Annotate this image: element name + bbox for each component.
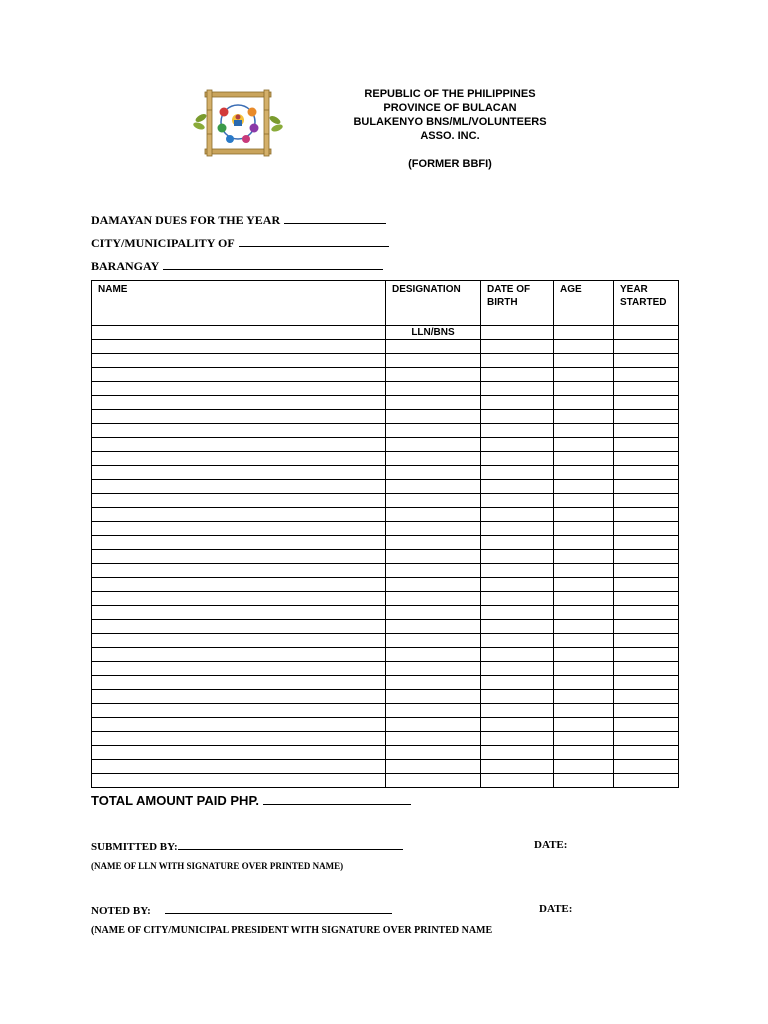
cell-designation[interactable] [386,620,481,634]
cell-year-started[interactable] [614,536,679,550]
cell-date-of-birth[interactable] [481,508,554,522]
cell-year-started[interactable] [614,424,679,438]
cell-date-of-birth[interactable] [481,620,554,634]
table-row [92,718,679,732]
cell-date-of-birth[interactable] [481,648,554,662]
total-amount-blank[interactable] [263,792,411,805]
submitted-by-blank[interactable] [178,839,403,850]
cell-designation[interactable] [386,718,481,732]
column-header-age: AGE [554,281,614,326]
cell-name[interactable] [92,606,386,620]
year-blank[interactable] [284,212,386,224]
cell-age[interactable] [554,494,614,508]
header-line-association: BULAKENYO BNS/ML/VOLUNTEERS [353,116,547,128]
cell-date-of-birth[interactable] [481,438,554,452]
cell-year-started[interactable] [614,326,679,340]
cell-age[interactable] [554,648,614,662]
cell-designation[interactable] [386,494,481,508]
cell-age[interactable] [554,732,614,746]
cell-date-of-birth[interactable] [481,550,554,564]
cell-age[interactable] [554,410,614,424]
cell-year-started[interactable] [614,508,679,522]
cell-name[interactable] [92,746,386,760]
cell-year-started[interactable] [614,368,679,382]
cell-age[interactable] [554,760,614,774]
submitted-by-note: (NAME OF LLN WITH SIGNATURE OVER PRINTED NAME) [91,861,344,871]
cell-year-started[interactable] [614,452,679,466]
cell-designation[interactable] [386,746,481,760]
cell-age[interactable] [554,718,614,732]
cell-age[interactable] [554,396,614,410]
cell-age[interactable] [554,382,614,396]
city-blank[interactable] [239,235,389,247]
cell-designation[interactable] [386,452,481,466]
cell-age[interactable] [554,578,614,592]
cell-name[interactable] [92,438,386,452]
cell-name[interactable] [92,452,386,466]
cell-age[interactable] [554,662,614,676]
cell-name[interactable] [92,760,386,774]
table-row [92,480,679,494]
cell-age[interactable] [554,704,614,718]
cell-date-of-birth[interactable] [481,704,554,718]
column-header-name: NAME [92,281,386,326]
cell-date-of-birth[interactable] [481,592,554,606]
cell-name[interactable] [92,480,386,494]
table-row [92,452,679,466]
cell-date-of-birth[interactable] [481,732,554,746]
column-header-year-started: YEAR STARTED [614,281,679,326]
cell-year-started[interactable] [614,732,679,746]
cell-date-of-birth[interactable] [481,424,554,438]
city-label: CITY/MUNICIPALITY OF [91,236,235,250]
noted-by-note: (NAME OF CITY/MUNICIPAL PRESIDENT WITH SIGNATURE OVER PRINTED NAME [91,925,493,936]
cell-year-started[interactable] [614,760,679,774]
cell-name[interactable] [92,382,386,396]
cell-year-started[interactable] [614,690,679,704]
cell-date-of-birth[interactable] [481,382,554,396]
noted-by-field [91,903,392,917]
cell-date-of-birth[interactable] [481,536,554,550]
cell-designation[interactable] [386,774,481,788]
header-line-province: PROVINCE OF BULACAN [383,102,517,114]
table-row [92,662,679,676]
cell-year-started[interactable] [614,578,679,592]
cell-age[interactable] [554,634,614,648]
cell-age[interactable] [554,690,614,704]
cell-name[interactable] [92,550,386,564]
header-line-republic: REPUBLIC OF THE PHILIPPINES [364,88,536,100]
table-row [92,648,679,662]
cell-year-started[interactable] [614,620,679,634]
cell-year-started[interactable] [614,550,679,564]
cell-designation[interactable] [386,354,481,368]
cell-name[interactable] [92,690,386,704]
table-row [92,606,679,620]
cell-designation[interactable] [386,732,481,746]
column-header-date-of-birth: DATE OF BIRTH [481,281,554,326]
table-row [92,592,679,606]
table-row [92,634,679,648]
header-former-name: (FORMER BBFI) [408,158,492,170]
cell-designation[interactable] [386,760,481,774]
cell-year-started[interactable] [614,354,679,368]
cell-date-of-birth[interactable] [481,494,554,508]
cell-date-of-birth[interactable] [481,368,554,382]
cell-date-of-birth[interactable] [481,760,554,774]
table-row [92,746,679,760]
table-row [92,690,679,704]
cell-designation[interactable] [386,438,481,452]
cell-year-started[interactable] [614,592,679,606]
cell-date-of-birth[interactable] [481,410,554,424]
cell-year-started[interactable] [614,718,679,732]
cell-age[interactable] [554,522,614,536]
cell-designation[interactable] [386,606,481,620]
total-amount-field [91,792,411,808]
cell-name[interactable] [92,676,386,690]
cell-designation[interactable] [386,522,481,536]
cell-date-of-birth[interactable] [481,774,554,788]
cell-designation[interactable] [386,340,481,354]
cell-name[interactable] [92,424,386,438]
noted-date-label: DATE: [539,903,573,915]
cell-name[interactable] [92,466,386,480]
cell-age[interactable] [554,340,614,354]
header-block [320,87,580,171]
cell-year-started[interactable] [614,662,679,676]
cell-year-started[interactable] [614,564,679,578]
cell-name[interactable] [92,564,386,578]
cell-date-of-birth[interactable] [481,354,554,368]
table-row [92,368,679,382]
table-row [92,354,679,368]
cell-designation[interactable] [386,382,481,396]
total-amount-label: TOTAL AMOUNT PAID PHP. [91,793,260,808]
cell-designation[interactable] [386,368,481,382]
table-row [92,732,679,746]
barangay-blank[interactable] [163,258,383,270]
cell-year-started[interactable] [614,494,679,508]
cell-name[interactable] [92,494,386,508]
cell-designation[interactable] [386,634,481,648]
cell-designation[interactable]: LLN/BNS [386,326,481,340]
cell-name[interactable] [92,354,386,368]
cell-designation[interactable] [386,648,481,662]
cell-date-of-birth[interactable] [481,326,554,340]
year-field [91,212,386,228]
table-row [92,466,679,480]
cell-designation[interactable] [386,704,481,718]
cell-designation[interactable] [386,536,481,550]
table-row [92,340,679,354]
association-logo [193,88,283,158]
table-row [92,536,679,550]
barangay-field [91,258,383,274]
cell-age[interactable] [554,606,614,620]
table-row [92,508,679,522]
cell-designation[interactable] [386,466,481,480]
cell-date-of-birth[interactable] [481,746,554,760]
submitted-by-field [91,839,403,853]
cell-year-started[interactable] [614,522,679,536]
cell-date-of-birth[interactable] [481,690,554,704]
cell-name[interactable] [92,662,386,676]
cell-year-started[interactable] [614,746,679,760]
cell-designation[interactable] [386,396,481,410]
cell-date-of-birth[interactable] [481,466,554,480]
table-row [92,382,679,396]
cell-date-of-birth[interactable] [481,634,554,648]
cell-age[interactable] [554,620,614,634]
cell-name[interactable] [92,536,386,550]
submitted-date-label: DATE: [534,839,568,851]
cell-name[interactable] [92,774,386,788]
cell-date-of-birth[interactable] [481,718,554,732]
roster-body [92,326,679,788]
year-label: DAMAYAN DUES FOR THE YEAR [91,213,281,227]
table-row [92,578,679,592]
cell-designation[interactable] [386,592,481,606]
cell-date-of-birth[interactable] [481,676,554,690]
cell-year-started[interactable] [614,382,679,396]
cell-date-of-birth[interactable] [481,606,554,620]
cell-designation[interactable] [386,564,481,578]
cell-age[interactable] [554,438,614,452]
cell-year-started[interactable] [614,648,679,662]
cell-name[interactable] [92,368,386,382]
cell-name[interactable] [92,522,386,536]
table-row [92,774,679,788]
cell-name[interactable] [92,396,386,410]
noted-by-blank[interactable] [165,903,392,914]
cell-age[interactable] [554,564,614,578]
table-row [92,704,679,718]
cell-year-started[interactable] [614,480,679,494]
cell-date-of-birth[interactable] [481,578,554,592]
cell-name[interactable] [92,508,386,522]
cell-age[interactable] [554,326,614,340]
table-row [92,676,679,690]
cell-year-started[interactable] [614,396,679,410]
cell-name[interactable] [92,718,386,732]
cell-designation[interactable] [386,550,481,564]
cell-date-of-birth[interactable] [481,662,554,676]
cell-year-started[interactable] [614,606,679,620]
cell-designation[interactable] [386,424,481,438]
cell-designation[interactable] [386,676,481,690]
cell-age[interactable] [554,424,614,438]
cell-age[interactable] [554,550,614,564]
roster-table [91,280,679,788]
header-line-inc: ASSO. INC. [420,130,480,142]
cell-date-of-birth[interactable] [481,564,554,578]
cell-date-of-birth[interactable] [481,522,554,536]
cell-age[interactable] [554,480,614,494]
cell-year-started[interactable] [614,410,679,424]
cell-age[interactable] [554,774,614,788]
cell-name[interactable] [92,578,386,592]
cell-age[interactable] [554,746,614,760]
cell-date-of-birth[interactable] [481,480,554,494]
cell-age[interactable] [554,676,614,690]
cell-designation[interactable] [386,662,481,676]
cell-age[interactable] [554,508,614,522]
cell-name[interactable] [92,592,386,606]
cell-name[interactable] [92,648,386,662]
cell-date-of-birth[interactable] [481,340,554,354]
cell-year-started[interactable] [614,704,679,718]
table-row [92,396,679,410]
cell-date-of-birth[interactable] [481,396,554,410]
cell-age[interactable] [554,452,614,466]
cell-designation[interactable] [386,578,481,592]
submitted-by-label: SUBMITTED BY: [91,841,178,853]
cell-name[interactable] [92,410,386,424]
table-header-row [92,281,679,326]
table-row [92,760,679,774]
cell-year-started[interactable] [614,340,679,354]
cell-name[interactable] [92,704,386,718]
cell-designation[interactable] [386,480,481,494]
table-row [92,620,679,634]
cell-designation[interactable] [386,690,481,704]
cell-age[interactable] [554,354,614,368]
table-row [92,494,679,508]
cell-age[interactable] [554,368,614,382]
cell-name[interactable] [92,340,386,354]
cell-year-started[interactable] [614,466,679,480]
cell-age[interactable] [554,536,614,550]
table-row [92,410,679,424]
table-row [92,438,679,452]
cell-designation[interactable] [386,410,481,424]
cell-name[interactable] [92,634,386,648]
cell-year-started[interactable] [614,634,679,648]
barangay-label: BARANGAY [91,259,160,273]
city-field [91,235,389,251]
cell-name[interactable] [92,326,386,340]
cell-name[interactable] [92,732,386,746]
table-row [92,326,679,340]
cell-year-started[interactable] [614,676,679,690]
cell-age[interactable] [554,592,614,606]
table-row [92,564,679,578]
table-row [92,550,679,564]
cell-year-started[interactable] [614,774,679,788]
noted-by-label: NOTED BY: [91,905,151,917]
cell-year-started[interactable] [614,438,679,452]
cell-designation[interactable] [386,508,481,522]
cell-date-of-birth[interactable] [481,452,554,466]
cell-name[interactable] [92,620,386,634]
column-header-designation: DESIGNATION [386,281,481,326]
table-row [92,522,679,536]
cell-age[interactable] [554,466,614,480]
table-row [92,424,679,438]
